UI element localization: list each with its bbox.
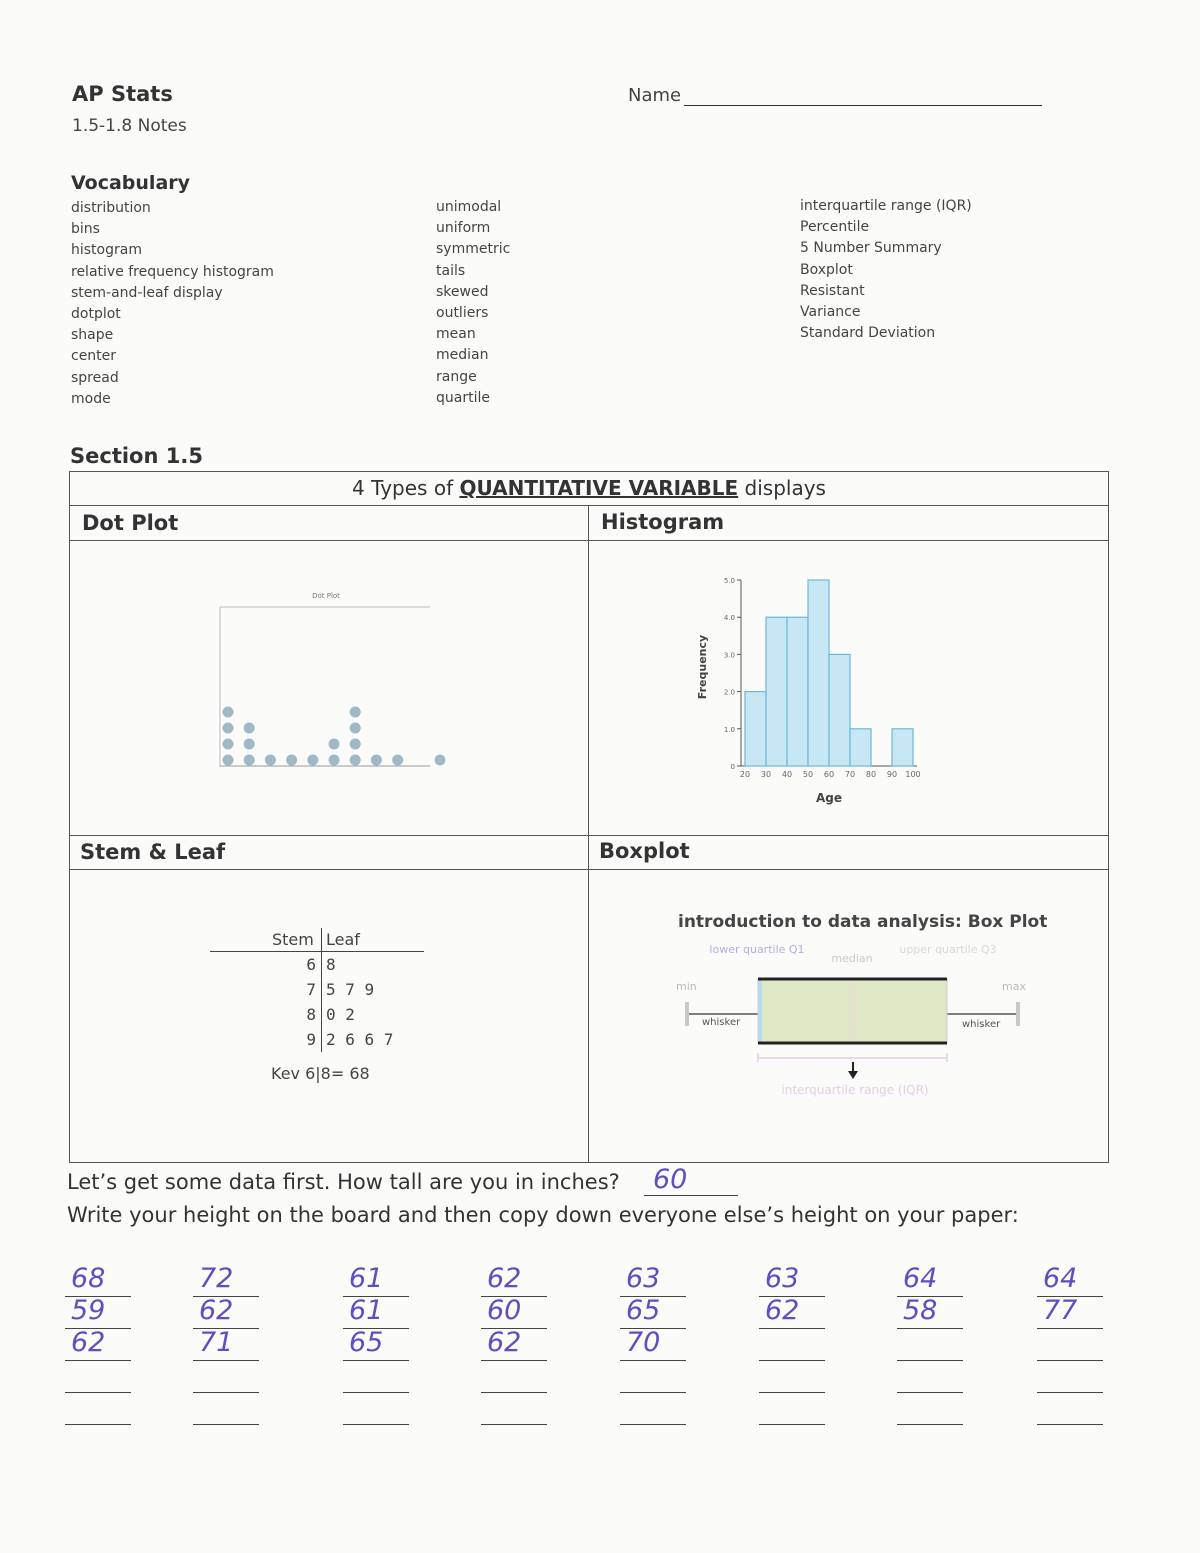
- height-answer-blank[interactable]: [644, 1195, 738, 1196]
- copy-instructions: Write your height on the board and then copy down everyone else’s height on your paper:: [67, 1203, 1019, 1227]
- leaf-values: 5 7 9: [326, 980, 375, 999]
- vocab-term: 5 Number Summary: [800, 240, 942, 257]
- height-blank[interactable]: [620, 1424, 686, 1425]
- label-max: max: [1002, 980, 1026, 993]
- histogram-x-tick-label: 100: [905, 770, 921, 779]
- leaf-values: 8: [326, 955, 336, 974]
- height-blank[interactable]: [343, 1328, 409, 1329]
- histogram-y-tick-label: 3.0: [723, 651, 735, 660]
- stem-header: Stem: [272, 930, 314, 949]
- histogram-bar: [787, 617, 808, 766]
- label-median: median: [831, 952, 873, 965]
- dot-plot-point: [350, 755, 361, 766]
- height-blank[interactable]: [620, 1392, 686, 1393]
- cell-heading-boxplot: Boxplot: [599, 839, 690, 863]
- vocab-term: distribution: [71, 200, 151, 216]
- vocab-term: shape: [71, 327, 114, 344]
- dot-plot-point: [350, 707, 361, 718]
- max-cap: [1016, 1002, 1020, 1026]
- min-cap: [685, 1002, 689, 1026]
- height-entry: 62: [487, 1327, 522, 1358]
- dot-plot-point: [223, 755, 234, 766]
- leaf-values: 0 2: [326, 1005, 355, 1024]
- height-blank[interactable]: [481, 1392, 547, 1393]
- leaf-values: 2 6 6 7: [326, 1030, 394, 1049]
- stem-leaf-key: Kev 6|8= 68: [271, 1064, 370, 1083]
- vocab-term: center: [71, 348, 117, 365]
- height-blank[interactable]: [481, 1296, 547, 1297]
- label-whisker-left: whisker: [702, 1017, 741, 1028]
- vocab-term: uniform: [436, 220, 491, 237]
- dot-plot-point: [223, 723, 234, 734]
- vocab-term: dotplot: [71, 306, 121, 323]
- height-blank[interactable]: [1037, 1328, 1103, 1329]
- iqr-arrow-head: [848, 1071, 858, 1079]
- stem-value: 8: [306, 1005, 316, 1024]
- height-blank[interactable]: [193, 1360, 259, 1361]
- worksheet-title: AP Stats: [72, 82, 173, 106]
- height-blank[interactable]: [620, 1296, 686, 1297]
- cell-heading-dot-plot: Dot Plot: [82, 511, 179, 535]
- histogram-x-tick-label: 20: [739, 770, 751, 779]
- height-blank[interactable]: [343, 1424, 409, 1425]
- height-entry: 63: [765, 1263, 800, 1294]
- table-divider: [69, 869, 1109, 870]
- height-blank[interactable]: [759, 1392, 825, 1393]
- histogram-bar: [745, 692, 766, 766]
- histogram-x-tick-label: 50: [802, 770, 814, 779]
- height-entry: 62: [487, 1263, 522, 1294]
- vocab-term: tails: [436, 262, 466, 279]
- vocab-term: mean: [436, 326, 476, 343]
- dot-plot-point: [244, 723, 255, 734]
- height-question: Let’s get some data first. How tall are you in inches?: [67, 1170, 620, 1194]
- table-divider: [69, 540, 1109, 541]
- stem-leaf-row: [210, 980, 424, 1002]
- height-blank[interactable]: [65, 1360, 131, 1361]
- cell-heading-histogram: Histogram: [601, 510, 725, 534]
- height-answer: 60: [653, 1164, 688, 1195]
- dot-plot-point: [223, 739, 234, 750]
- height-blank[interactable]: [481, 1328, 547, 1329]
- vocab-term: unimodal: [436, 199, 502, 215]
- height-blank[interactable]: [481, 1424, 547, 1425]
- height-blank[interactable]: [1037, 1360, 1103, 1361]
- histogram-bar: [766, 617, 787, 766]
- height-entry: 65: [626, 1295, 661, 1326]
- histogram-chart: [690, 570, 940, 815]
- histogram-bars: [724, 577, 921, 779]
- stem-leaf-row: [210, 955, 424, 977]
- q1-edge: [758, 979, 762, 1043]
- height-blank[interactable]: [897, 1392, 963, 1393]
- height-blank[interactable]: [1037, 1296, 1103, 1297]
- dot-plot-point: [265, 755, 276, 766]
- label-iqr: interquartile range (IQR): [781, 1083, 929, 1097]
- histogram-bar: [850, 729, 871, 766]
- histogram-y-tick-label: 4.0: [723, 614, 735, 623]
- histogram-y-tick-label: 0: [730, 763, 735, 771]
- height-blank[interactable]: [65, 1392, 131, 1393]
- cell-heading-stem-leaf: Stem & Leaf: [80, 840, 226, 864]
- histogram-x-tick-label: 30: [760, 770, 772, 779]
- height-blank[interactable]: [193, 1392, 259, 1393]
- stem-value: 6: [306, 955, 316, 974]
- vocab-term: spread: [71, 369, 119, 386]
- height-entry: 64: [1043, 1263, 1078, 1294]
- height-blank[interactable]: [343, 1296, 409, 1297]
- dot-plot-point: [307, 755, 318, 766]
- height-blank[interactable]: [897, 1328, 963, 1329]
- height-entry: 62: [199, 1295, 234, 1326]
- vocab-column-1: [71, 198, 274, 410]
- height-blank[interactable]: [65, 1296, 131, 1297]
- dot-plot-point: [223, 707, 234, 718]
- height-entry: 65: [349, 1327, 384, 1358]
- height-entry: 68: [71, 1263, 106, 1294]
- stem-leaf-row: [210, 1030, 424, 1052]
- dot-plot-point: [435, 755, 446, 766]
- height-blank[interactable]: [897, 1360, 963, 1361]
- histogram-y-tick-label: 5.0: [723, 577, 735, 585]
- vocab-term: Boxplot: [800, 261, 853, 278]
- height-blank[interactable]: [481, 1360, 547, 1361]
- name-blank[interactable]: [684, 105, 1042, 106]
- dot-plot-chart: [190, 585, 450, 800]
- vocab-term: skewed: [436, 283, 489, 300]
- stem-leaf-display: [210, 928, 425, 1078]
- height-blank[interactable]: [897, 1296, 963, 1297]
- stem-value: 9: [306, 1030, 316, 1049]
- vocab-term: interquartile range (IQR): [800, 198, 972, 214]
- label-lower-quartile: lower quartile Q1: [709, 943, 805, 956]
- histogram-x-tick-label: 70: [844, 770, 856, 779]
- vocab-term: Percentile: [800, 219, 870, 236]
- height-entry: 70: [626, 1327, 661, 1358]
- leaf-header: Leaf: [326, 930, 360, 949]
- histogram-y-tick-label: 1.0: [723, 725, 735, 734]
- vocab-term: mode: [71, 390, 111, 407]
- height-entry: 63: [626, 1263, 661, 1294]
- histogram-bar: [808, 580, 829, 766]
- vocab-term: median: [436, 347, 489, 364]
- vocab-term: histogram: [71, 242, 142, 259]
- name-label: Name: [628, 85, 682, 106]
- table-divider: [69, 835, 1109, 836]
- histogram-x-label: Age: [815, 791, 843, 805]
- histogram-x-tick-label: 40: [781, 770, 793, 779]
- stem-leaf-row: [210, 1005, 424, 1027]
- height-blank[interactable]: [897, 1424, 963, 1425]
- vocab-term: Variance: [800, 304, 861, 321]
- vocabulary-heading: Vocabulary: [71, 172, 191, 194]
- boxplot-diagram: [668, 940, 1048, 1105]
- height-entry: 64: [903, 1263, 938, 1294]
- height-blank[interactable]: [620, 1328, 686, 1329]
- vocab-term: outliers: [436, 305, 489, 322]
- label-whisker-right: whisker: [962, 1019, 1001, 1030]
- vocab-term: symmetric: [436, 241, 511, 258]
- boxplot-title: introduction to data analysis: Box Plot: [678, 912, 1048, 932]
- height-entry: 62: [71, 1327, 106, 1358]
- height-blank[interactable]: [193, 1296, 259, 1297]
- dot-plot-point: [286, 755, 297, 766]
- stem-leaf-header-rule: [210, 951, 424, 952]
- height-entry: 71: [199, 1327, 234, 1358]
- vocab-term: bins: [71, 221, 100, 238]
- height-blank[interactable]: [759, 1424, 825, 1425]
- dot-plot-point: [244, 755, 255, 766]
- histogram-bar: [829, 654, 850, 766]
- vocab-term: range: [436, 368, 477, 385]
- dot-plot-point: [350, 723, 361, 734]
- vocab-column-2: [436, 197, 510, 409]
- vocab-term: relative frequency histogram: [71, 263, 274, 280]
- height-blank[interactable]: [1037, 1424, 1103, 1425]
- histogram-x-tick-label: 80: [865, 770, 877, 779]
- height-entry: 62: [765, 1295, 800, 1326]
- label-min: min: [676, 980, 697, 993]
- worksheet-subtitle: 1.5-1.8 Notes: [72, 116, 187, 136]
- dot-plot-point: [329, 755, 340, 766]
- label-upper-quartile: upper quartile Q3: [899, 943, 997, 956]
- height-blank[interactable]: [65, 1424, 131, 1425]
- section-heading: Section 1.5: [70, 444, 203, 468]
- histogram-x-tick-label: 90: [886, 770, 898, 779]
- height-blank[interactable]: [343, 1360, 409, 1361]
- height-blank[interactable]: [1037, 1392, 1103, 1393]
- height-entry: 59: [71, 1295, 106, 1326]
- height-blank[interactable]: [343, 1392, 409, 1393]
- height-blank[interactable]: [759, 1296, 825, 1297]
- height-entry: 72: [199, 1263, 234, 1294]
- height-blank[interactable]: [65, 1328, 131, 1329]
- vocab-term: quartile: [436, 389, 490, 406]
- dot-plot-point: [371, 755, 382, 766]
- dot-plot-point: [329, 739, 340, 750]
- height-entry: 60: [487, 1295, 522, 1326]
- dot-plot-dots: [223, 707, 446, 766]
- dot-plot-point: [244, 739, 255, 750]
- histogram-bar: [892, 729, 913, 766]
- height-blank[interactable]: [193, 1424, 259, 1425]
- vocab-term: stem-and-leaf display: [71, 284, 223, 301]
- height-blank[interactable]: [759, 1360, 825, 1361]
- height-blank[interactable]: [193, 1328, 259, 1329]
- height-blank[interactable]: [620, 1360, 686, 1361]
- height-entry: 77: [1043, 1295, 1078, 1326]
- table-title: 4 Types of QUANTITATIVE VARIABLE displays: [352, 476, 826, 500]
- table-divider: [69, 505, 1109, 506]
- table-divider: [588, 505, 589, 1163]
- stem-value: 7: [306, 980, 316, 999]
- histogram-y-tick-label: 2.0: [723, 688, 735, 697]
- dot-plot-title: Dot Plot: [312, 592, 340, 600]
- dot-plot-point: [350, 739, 361, 750]
- height-entry: 58: [903, 1295, 938, 1326]
- vocab-column-3: [800, 196, 972, 344]
- histogram-x-tick-label: 60: [823, 770, 835, 779]
- height-entry: 61: [349, 1295, 384, 1326]
- dot-plot-point: [392, 755, 403, 766]
- height-blank[interactable]: [759, 1328, 825, 1329]
- vocab-term: Resistant: [800, 282, 865, 299]
- histogram-y-label: Frequency: [696, 634, 709, 700]
- height-entry: 61: [349, 1263, 384, 1294]
- vocab-term: Standard Deviation: [800, 325, 936, 342]
